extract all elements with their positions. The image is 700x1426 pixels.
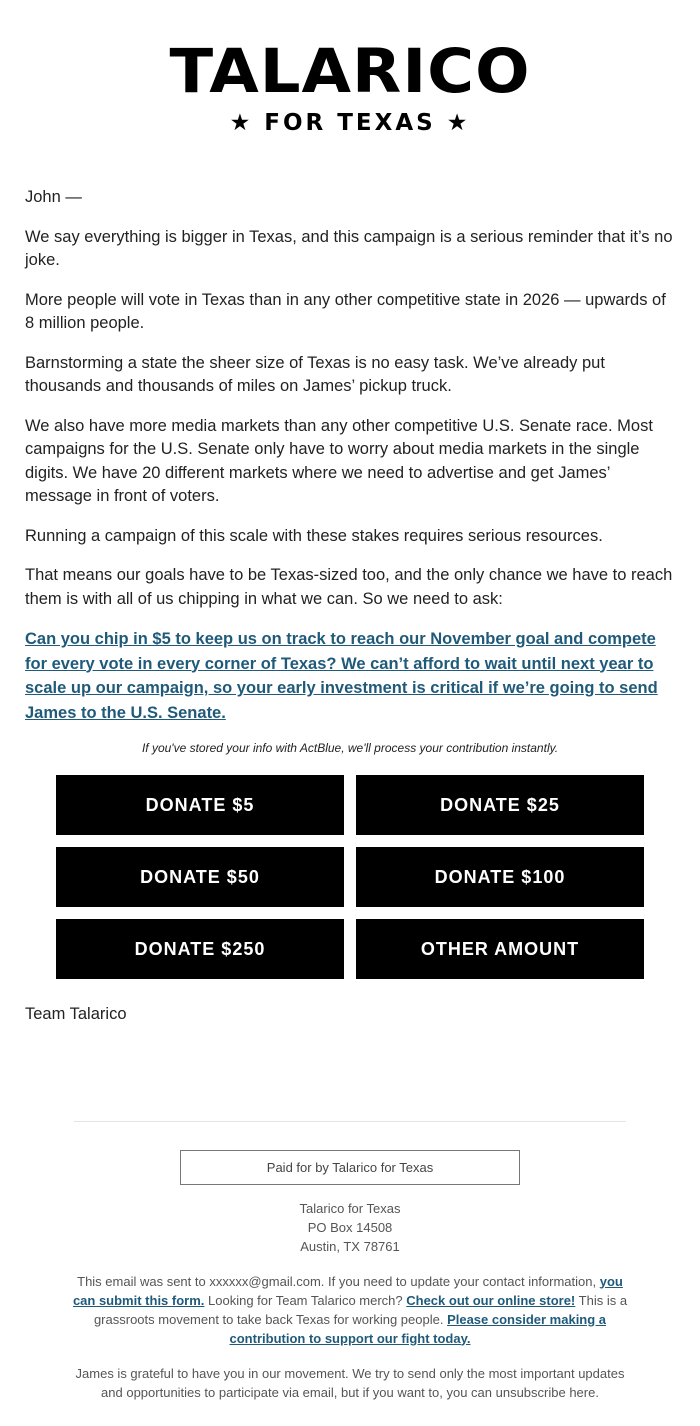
address	[0, 1199, 700, 1256]
paid-for-box: Paid for by Talarico for Texas	[180, 1150, 520, 1185]
paragraph: More people will vote in Texas than in any other competitive state in 2026 — upwards of 8 million people.	[25, 290, 666, 332]
paragraph: We also have more media markets than any other competitive U.S. Senate race. Most campaigns for the U.S. Senate only have to worry about media markets in the single digits. We have 20 different markets where we need to advertise and get James’ message in front of voters.	[25, 416, 653, 505]
address-line: Talarico for Texas	[299, 1200, 401, 1216]
logo-wordmark: TALARICO	[169, 36, 531, 108]
actblue-note: If you've stored your info with ActBlue, we'll process your contribution instantly.	[141, 741, 559, 755]
paragraph: That means our goals have to be Texas-sized too, and the only chance we have to reach them is with all of us chipping in what we can. So we need to ask:	[25, 566, 673, 608]
legal-text-part: Looking for Team Talarico merch?	[204, 1292, 407, 1308]
update-info-link[interactable]: you can submit this form.	[72, 1273, 623, 1308]
other-amount-button[interactable]: OTHER AMOUNT	[356, 919, 644, 979]
paragraph: Barnstorming a state the sheer size of Texas is no easy task. We’ve already put thousands and thousands of miles on James’ pickup truck.	[25, 353, 605, 395]
donate-100-button[interactable]: DONATE $100	[356, 847, 644, 907]
campaign-logo	[0, 0, 700, 186]
paragraph: Running a campaign of this scale with these stakes requires serious resources.	[25, 526, 603, 545]
legal-text-part: This email was sent to xxxxxx@gmail.com. If you need to update your contact information,	[77, 1273, 600, 1289]
paragraph: We say everything is bigger in Texas, and this campaign is a serious reminder that it’s no joke.	[25, 227, 673, 269]
online-store-link[interactable]: Check out our online store!	[406, 1292, 576, 1308]
footer-divider	[74, 1121, 626, 1122]
address-line: PO Box 14508	[307, 1219, 393, 1235]
email-body	[0, 186, 700, 1027]
unsubscribe-text: James is grateful to have you in our movement. We try to send only the most important updates and opportunities to participate via email, but if you want to, you can unsubscribe here.	[75, 1365, 625, 1400]
donate-25-button[interactable]: DONATE $25	[356, 775, 644, 835]
signoff: Team Talarico	[25, 1005, 127, 1023]
footer	[0, 1199, 700, 1402]
logo-tagline: ★ FOR TEXAS ★	[229, 110, 471, 136]
legal-text	[72, 1272, 628, 1348]
donate-5-button[interactable]: DONATE $5	[56, 775, 344, 835]
contribution-link[interactable]: Please consider making a contribution to support our fight today.	[229, 1311, 607, 1346]
legal-text-part: This is a grassroots movement to take back Texas for working people.	[93, 1292, 628, 1327]
greeting: John —	[25, 188, 82, 206]
address-line: Austin, TX 78761	[300, 1238, 400, 1254]
donate-50-button[interactable]: DONATE $50	[56, 847, 344, 907]
donate-250-button[interactable]: DONATE $250	[56, 919, 344, 979]
donate-cta-link[interactable]: Can you chip in $5 to keep us on track to reach our November goal and compete for every vote in every corner of Texas? We can’t afford to wait until next year to scale up our campaign, so your early investment is critical if we’re going to send James to the U.S. Senate.	[25, 630, 658, 722]
donate-buttons	[25, 775, 675, 979]
